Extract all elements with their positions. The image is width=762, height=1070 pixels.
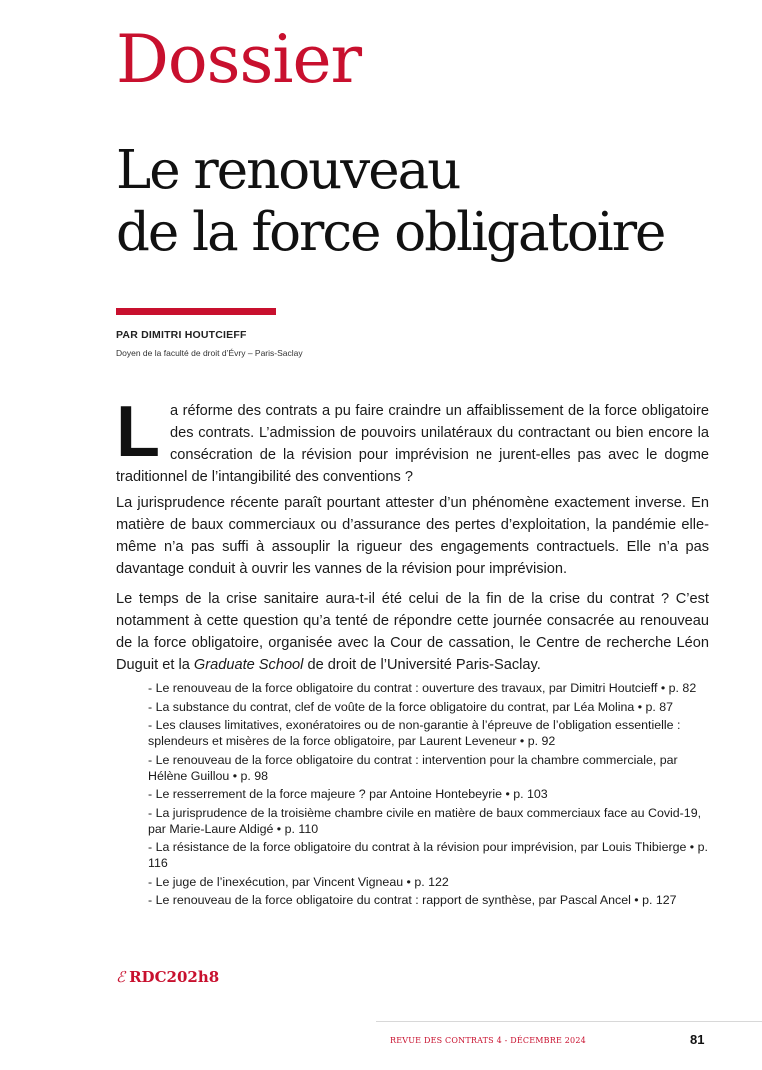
paragraph-3-text-a: Le temps de la crise sanitaire aura-t-il été celui de la fin de la crise du contrat ? C’est notamment à cette question qu’a tenté de répondre cette journée consacrée au renouveau de la force obligatoire, organisée avec la Cour de cassation, le Centre de recherche Léon Duguit et la [116, 591, 709, 673]
contents-item[interactable]: - Le renouveau de la force obligatoire du contrat : intervention pour la chambre commerciale, par Hélène Guillou • p. 98 [148, 752, 678, 783]
section-kicker: Dossier [116, 21, 362, 98]
title-line-1: Le renouveau [116, 140, 460, 201]
contents-item[interactable]: - La résistance de la force obligatoire du contrat à la révision pour imprévision, par Louis Thibierge • p. 116 [148, 840, 708, 870]
paragraph-3-text-b: de droit de l’Université Paris-Saclay. [303, 657, 541, 673]
contents-item[interactable]: - Le renouveau de la force obligatoire du contrat : rapport de synthèse, par Pascal Ancel • p. 127 [148, 893, 677, 907]
paragraph-3 [116, 588, 709, 676]
contents-item[interactable]: - Le juge de l’inexécution, par Vincent Vigneau • p. 122 [148, 874, 449, 889]
article-reference-link[interactable] [116, 968, 219, 986]
article-title [116, 140, 736, 264]
accent-rule [116, 308, 276, 315]
contents-item[interactable]: - La substance du contrat, clef de voûte de la force obligatoire du contrat, par Léa Molina • p. 87 [148, 699, 674, 714]
author-affiliation: Doyen de la faculté de droit d’Évry – Paris-Saclay [116, 348, 303, 358]
article-body [116, 392, 709, 911]
lead-text: a réforme des contrats a pu faire craindre un affaiblissement de la force obligatoire des contrats. L’admission de pouvoirs unilatéraux du contractant ou bien encore la consécration de la révision pour imprévision ne jurent-elles pas avec le dogme traditionnel de l’intangibilité des conventions ? [116, 403, 709, 485]
contents-item[interactable]: - La jurisprudence de la troisième chambre civile en matière de baux commerciaux face au Covid-19, par Marie-Laure Aldigé • p. 110 [148, 805, 702, 836]
link-icon: ℰ [116, 968, 126, 986]
author-byline: PAR DIMITRI HOUTCIEFF [116, 329, 247, 341]
footer-divider [376, 1021, 762, 1022]
paragraph-3-italic: Graduate School [193, 657, 304, 673]
contents-item[interactable]: - Le resserrement de la force majeure ? par Antoine Hontebeyrie • p. 103 [148, 787, 548, 801]
contents-item[interactable]: - Le renouveau de la force obligatoire du contrat : ouverture des travaux, par Dimitri Houtcieff • p. 82 [148, 681, 697, 695]
drop-cap: L [116, 392, 160, 472]
paragraph-2: La jurisprudence récente paraît pourtant attester d’un phénomène exactement inverse. En matière de baux commerciaux ou d’assurance des pertes d’exploitation, la pandémie elle-même n’a pas suffi à assouplir la rigueur des engagements contractuels. Elle n’a pas davantage conduit à ouvrir les vannes de la révision pour imprévision. [116, 495, 709, 577]
contents-item[interactable]: - Les clauses limitatives, exonératoires ou de non-garantie à l’épreuve de l’obligation essentielle : splendeurs et misères de la force obligatoire, par Laurent Leveneur • p. 92 [148, 718, 681, 748]
title-line-2: de la force obligatoire [116, 202, 665, 263]
journal-name: REVUE DES CONTRATS 4 - DÉCEMBRE 2024 [390, 1036, 586, 1045]
lead-paragraph [116, 392, 709, 488]
contents-list [148, 680, 709, 908]
reference-code: RDC202h8 [129, 968, 220, 986]
page-number: 81 [690, 1032, 705, 1047]
